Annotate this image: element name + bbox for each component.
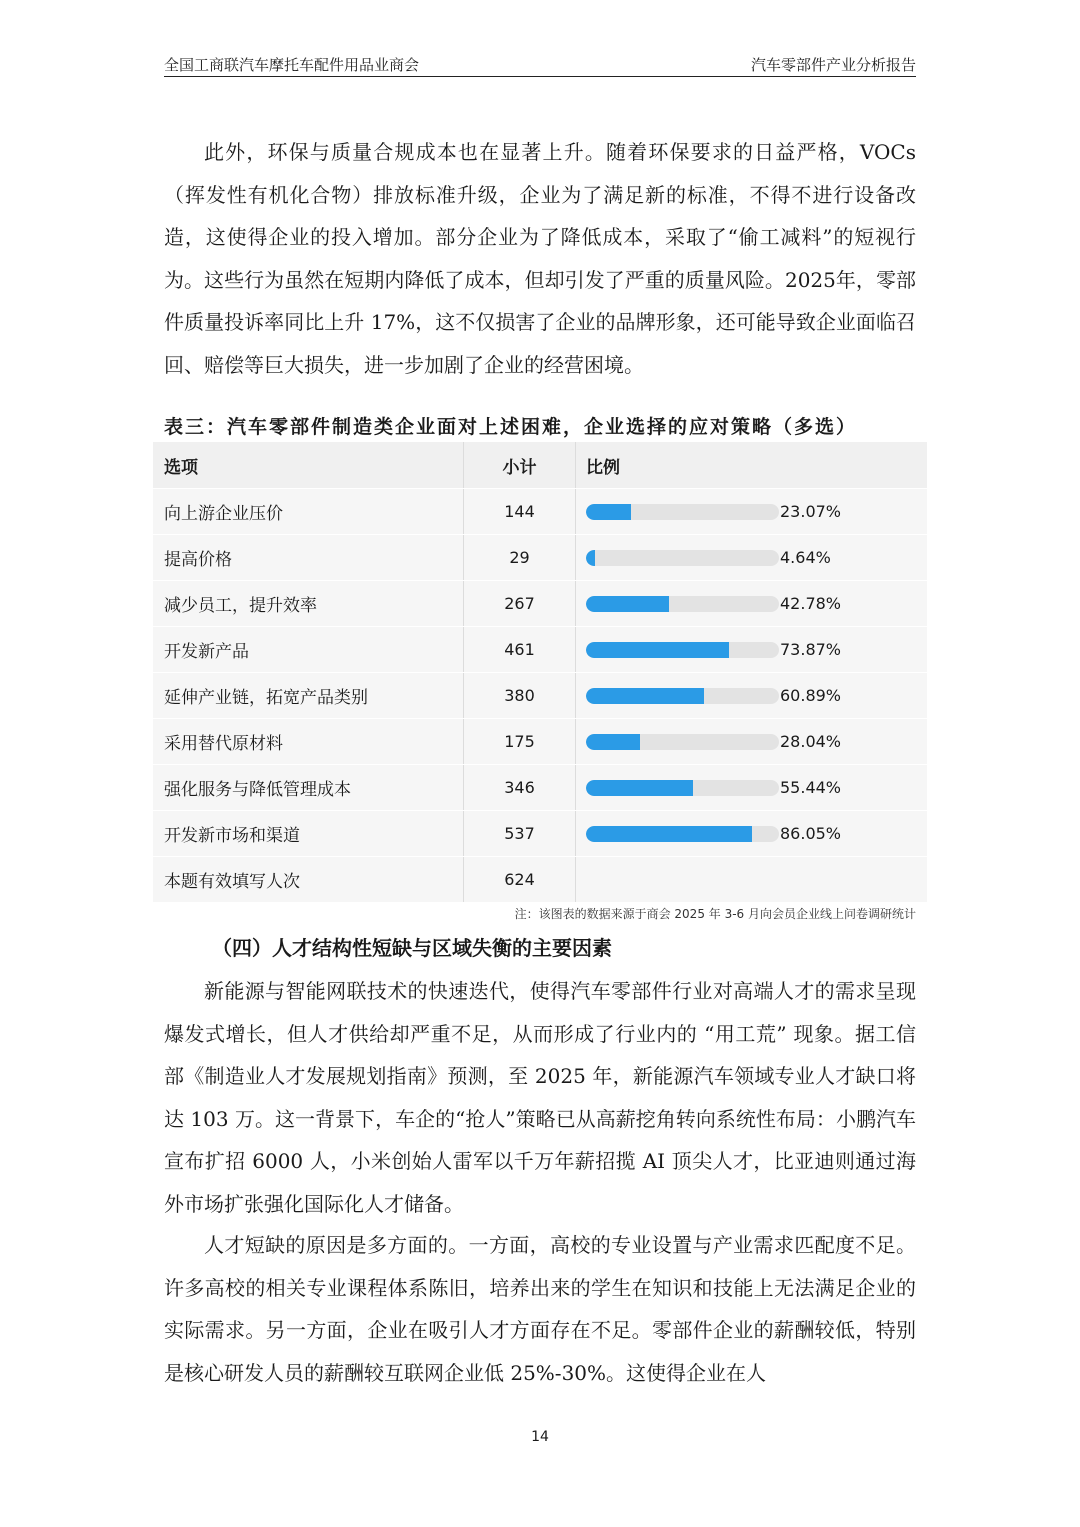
ratio-bar-track (586, 688, 779, 704)
ratio-bar-fill (586, 550, 595, 566)
ratio-bar-track (586, 826, 779, 842)
ratio-bar-track (586, 596, 779, 612)
ratio-bar-fill (586, 504, 631, 520)
option-ratio-cell (576, 627, 928, 673)
ratio-bar-fill (586, 688, 704, 704)
table-row (153, 535, 927, 581)
table-row (153, 627, 927, 673)
table-row (153, 765, 927, 811)
table-source-note: 注：该图表的数据来源于商会 2025 年 3-6 月向会员企业线上问卷调研统计 (514, 907, 916, 921)
option-ratio-cell (576, 673, 928, 719)
ratio-percent: 4.64% (780, 547, 831, 567)
paragraph-talent-demand: 新能源与智能网联技术的快速迭代，使得汽车零部件行业对高端人才的需求呈现爆发式增长，但人才供给却严重不足，从而形成了行业内的 “用工荒” 现象。据工信部《制造业人才发展规划指南》预测，至 2025 年，新能源汽车领域专业人才缺口将达 103 万。这一背景下，车企的“抢人”策略已从高薪挖角转向系统性布局：小鹏汽车宣布扩招 6000 人，小米创始人雷军以千万年薪招揽 AI 顶尖人才，比亚迪则通过海外市场扩张强化国际化人才储备。 (164, 979, 916, 1216)
section-title: （四）人才结构性短缺与区域失衡的主要因素 (212, 936, 612, 960)
option-label: 开发新产品 (153, 627, 464, 673)
ratio-percent: 73.87% (780, 639, 842, 659)
option-ratio-cell (576, 765, 928, 811)
ratio-bar-track (586, 734, 779, 750)
option-label: 向上游企业压价 (153, 489, 464, 535)
option-label: 提高价格 (153, 535, 464, 581)
paragraph-compliance-cost: 此外，环保与质量合规成本也在显著上升。随着环保要求的日益严格，VOCs（挥发性有机化合物）排放标准升级，企业为了满足新的标准，不得不进行设备改造，这使得企业的投入增加。部分企业为了降低成本，采取了“偷工减料”的短视行为。这些行为虽然在短期内降低了成本，但却引发了严重的质量风险。2025年，零部件质量投诉率同比上升 17%，这不仅损害了企业的品牌形象，还可能导致企业面临召回、赔偿等巨大损失，进一步加剧了企业的经营困境。 (164, 140, 916, 377)
option-label: 开发新市场和渠道 (153, 811, 464, 857)
ratio-bar-fill (586, 826, 752, 842)
option-ratio-cell (576, 719, 928, 765)
ratio-bar-fill (586, 734, 640, 750)
table-row (153, 719, 927, 765)
ratio-bar-fill (586, 642, 729, 658)
header-report-title: 汽车零部件产业分析报告 (750, 56, 916, 74)
option-label: 强化服务与降低管理成本 (153, 765, 464, 811)
option-count: 380 (464, 673, 576, 719)
table-header-row (153, 442, 927, 489)
header-organization: 全国工商联汽车摩托车配件用品业商会 (164, 56, 420, 74)
ratio-bar-track (586, 642, 779, 658)
ratio-percent: 42.78% (780, 593, 842, 613)
option-count: 144 (464, 489, 576, 535)
option-ratio-cell (576, 811, 928, 857)
paragraph-talent-shortage-causes: 人才短缺的原因是多方面的。一方面，高校的专业设置与产业需求匹配度不足。许多高校的相关专业课程体系陈旧，培养出来的学生在知识和技能上无法满足企业的实际需求。另一方面，企业在吸引人才方面存在不足。零部件企业的薪酬较低，特别是核心研发人员的薪酬较互联网企业低 25%-30%。这使得企业在人 (164, 1233, 916, 1385)
option-count: 461 (464, 627, 576, 673)
table-row (153, 673, 927, 719)
ratio-percent: 86.05% (780, 823, 842, 843)
ratio-bar-fill (586, 596, 669, 612)
option-count: 29 (464, 535, 576, 581)
total-label: 本题有效填写人次 (153, 857, 464, 903)
option-label: 延伸产业链，拓宽产品类别 (153, 673, 464, 719)
strategy-table (153, 442, 927, 903)
total-count: 624 (464, 857, 576, 903)
header-ratio: 比例 (576, 442, 928, 489)
page-number: 14 (531, 1429, 549, 1445)
ratio-bar-track (586, 504, 779, 520)
header-count: 小计 (464, 442, 576, 489)
option-count: 267 (464, 581, 576, 627)
table-row (153, 489, 927, 535)
option-ratio-cell (576, 489, 928, 535)
option-count: 346 (464, 765, 576, 811)
option-count: 537 (464, 811, 576, 857)
ratio-bar-fill (586, 780, 693, 796)
table-title: 表三：汽车零部件制造类企业面对上述困难，企业选择的应对策略（多选） (164, 416, 858, 438)
header-option: 选项 (153, 442, 464, 489)
ratio-bar-track (586, 550, 779, 566)
table-row (153, 811, 927, 857)
option-ratio-cell (576, 535, 928, 581)
table-row (153, 581, 927, 627)
option-ratio-cell (576, 581, 928, 627)
option-label: 减少员工，提升效率 (153, 581, 464, 627)
ratio-percent: 60.89% (780, 685, 842, 705)
table-total-row (153, 857, 927, 903)
ratio-percent: 23.07% (780, 501, 842, 521)
ratio-bar-track (586, 780, 779, 796)
ratio-percent: 55.44% (780, 777, 842, 797)
option-label: 采用替代原材料 (153, 719, 464, 765)
page-header (164, 52, 916, 77)
option-count: 175 (464, 719, 576, 765)
ratio-percent: 28.04% (780, 731, 842, 751)
